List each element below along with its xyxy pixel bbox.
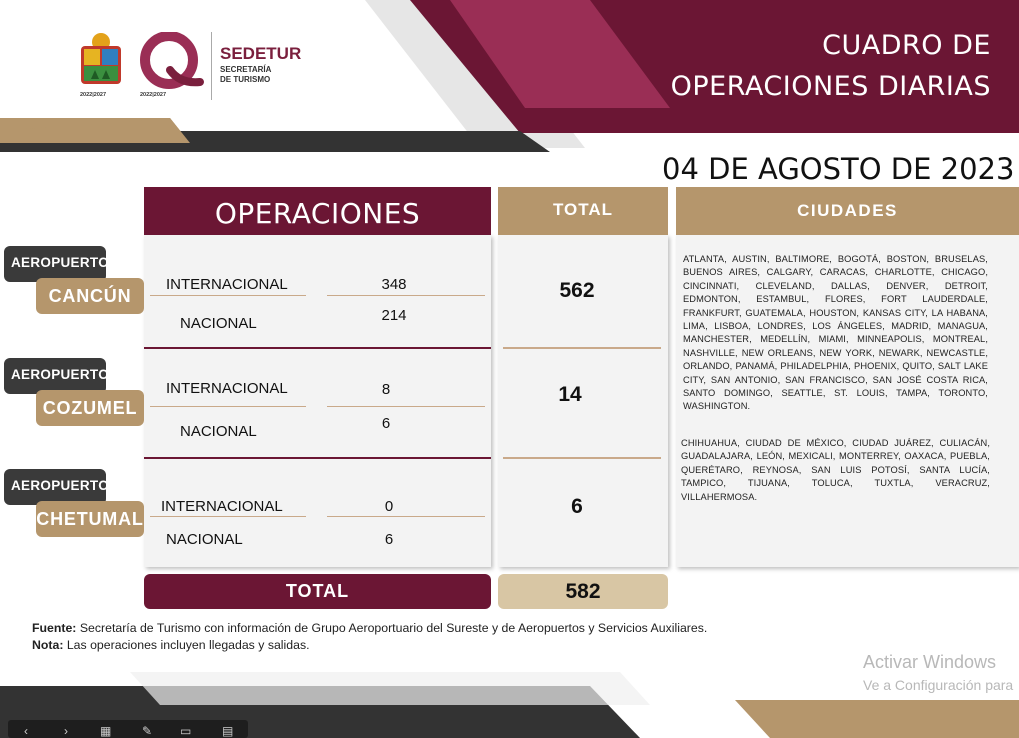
page-title-line2: OPERACIONES DIARIAS	[670, 71, 991, 102]
source-text: Secretaría de Turismo con información de Grupo Aeroportuario del Sureste y de Aeropuertos y Servicios Auxiliares.	[76, 621, 708, 635]
pen-icon[interactable]: ✎	[142, 724, 153, 738]
report-date: 04 DE AGOSTO DE 2023	[662, 152, 1015, 186]
cancun-international-underline	[150, 295, 306, 296]
options-icon[interactable]: ▤	[222, 724, 234, 738]
logo-divider	[211, 32, 212, 100]
q-logo-icon	[136, 32, 206, 92]
logo-group	[78, 30, 318, 102]
source-note	[32, 621, 707, 635]
sedetur-subtitle-line2: DE TURISMO	[220, 75, 271, 84]
state-crest-icon	[78, 32, 124, 94]
airport-name-chetumal: CHETUMAL	[36, 501, 144, 537]
separator-total-1	[503, 347, 661, 349]
crest-years: 2022|2027	[80, 92, 107, 98]
chetumal-international-underline	[150, 516, 306, 517]
footer-tan-band	[735, 700, 1019, 738]
cities-international: ATLANTA, AUSTIN, BALTIMORE, BOGOTÁ, BOSTON, BRUSELAS, BUENOS AIRES, CALGARY, CARACAS, CHARLOTTE, CHICAGO, CINCINNATI, CLEVELAND, DALLAS, DENVER, DETROIT, EDMONTON, ESTAMBUL, FLORES, FORT LAUDERDALE, FRANKFURT, GUATEMALA, HOUSTON, KANSAS CITY, LA HABANA, LIMA, LISBOA, LONDRES, LOS ÁNGELES, MADRID, MANAGUA, MANCHESTER, MEDELLÍN, MIAMI, MINNEAPOLIS, MONTREAL, NASHVILLE, NEW ORLEANS, NEW YORK, NEWARK, NEWCASTLE, ORLANDO, PANAMÁ, PHILADELPHIA, PHOENIX, QUITO, SALT LAKE CITY, SAN ANTONIO, SAN FRANCISCO, SAN JOSÉ COSTA RICA, SANTO DOMINGO, SEATTLE, ST. LOUIS, TAMPA, TORONTO, WASHINGTON.	[683, 254, 988, 412]
cancun-national-label: NACIONAL	[180, 315, 257, 332]
q-logo-years: 2022|2027	[140, 92, 167, 98]
arrow-left-icon[interactable]: ‹	[24, 724, 28, 738]
sedetur-name: SEDETUR	[220, 44, 302, 63]
cancun-international-label: INTERNACIONAL	[166, 276, 288, 293]
header-cities: CIUDADES	[676, 187, 1019, 235]
note-text: Las operaciones incluyen llegadas y salidas.	[63, 638, 310, 652]
airport-tag-cozumel: AEROPUERTO	[4, 358, 106, 394]
separator-total-2	[503, 457, 661, 459]
grand-total-value: 582	[498, 574, 668, 609]
cities-national: CHIHUAHUA, CIUDAD DE MÉXICO, CIUDAD JUÁREZ, CULIACÁN, GUADALAJARA, LEÓN, MEXICALI, MONTERREY, OAXACA, PUEBLA, QUERÉTARO, REYNOSA, SAN LUIS POTOSÍ, SANTA LUCÍA, TAMPICO, TIJUANA, TOLUCA, TUXTLA, VERACRUZ, VILLAHERMOSA.	[681, 438, 990, 502]
arrow-right-icon[interactable]: ›	[64, 724, 68, 738]
chetumal-international-value: 0	[384, 498, 394, 515]
header-total: TOTAL	[498, 187, 668, 235]
slides-icon[interactable]: ▦	[100, 724, 112, 738]
separator-2	[144, 457, 491, 459]
airport-tag-cancun: AEROPUERTO	[4, 246, 106, 282]
airport-name-cancun: CANCÚN	[36, 278, 144, 314]
airport-tag-chetumal: AEROPUERTO	[4, 469, 106, 505]
operations-note	[32, 638, 310, 652]
cancun-international-value-underline	[327, 295, 485, 296]
footer-light-stripe	[130, 672, 650, 705]
separator-1	[144, 347, 491, 349]
cancun-national-value: 214	[381, 307, 407, 324]
chetumal-national-value: 6	[384, 531, 394, 548]
page-title-line1: CUADRO DE	[822, 30, 991, 61]
chetumal-international-value-underline	[327, 516, 485, 517]
slideshow-toolbar	[8, 720, 248, 738]
sedetur-subtitle	[220, 65, 300, 85]
chetumal-international-label: INTERNACIONAL	[161, 498, 283, 515]
cozumel-international-value-underline	[327, 406, 485, 407]
sedetur-subtitle-line1: SECRETARÍA	[220, 65, 272, 74]
cancun-international-value: 348	[381, 276, 407, 293]
cozumel-national-label: NACIONAL	[180, 423, 257, 440]
note-label: Nota:	[32, 638, 64, 652]
cozumel-international-value: 8	[381, 381, 391, 398]
header-operations: OPERACIONES	[144, 187, 491, 235]
cozumel-international-label: INTERNACIONAL	[166, 380, 288, 397]
activate-windows-subtitle: Ve a Configuración para	[863, 677, 1014, 693]
cozumel-international-underline	[150, 406, 306, 407]
chetumal-total: 6	[571, 495, 583, 518]
chetumal-national-label: NACIONAL	[166, 531, 243, 548]
grand-total-label: TOTAL	[144, 574, 491, 609]
cancun-total: 562	[559, 279, 595, 302]
activate-windows-title: Activar Windows	[863, 652, 997, 672]
display-icon[interactable]: ▭	[180, 724, 192, 738]
source-label: Fuente:	[32, 621, 77, 635]
cozumel-national-value: 6	[381, 415, 391, 432]
airport-name-cozumel: COZUMEL	[36, 390, 144, 426]
cozumel-total: 14	[558, 383, 582, 406]
